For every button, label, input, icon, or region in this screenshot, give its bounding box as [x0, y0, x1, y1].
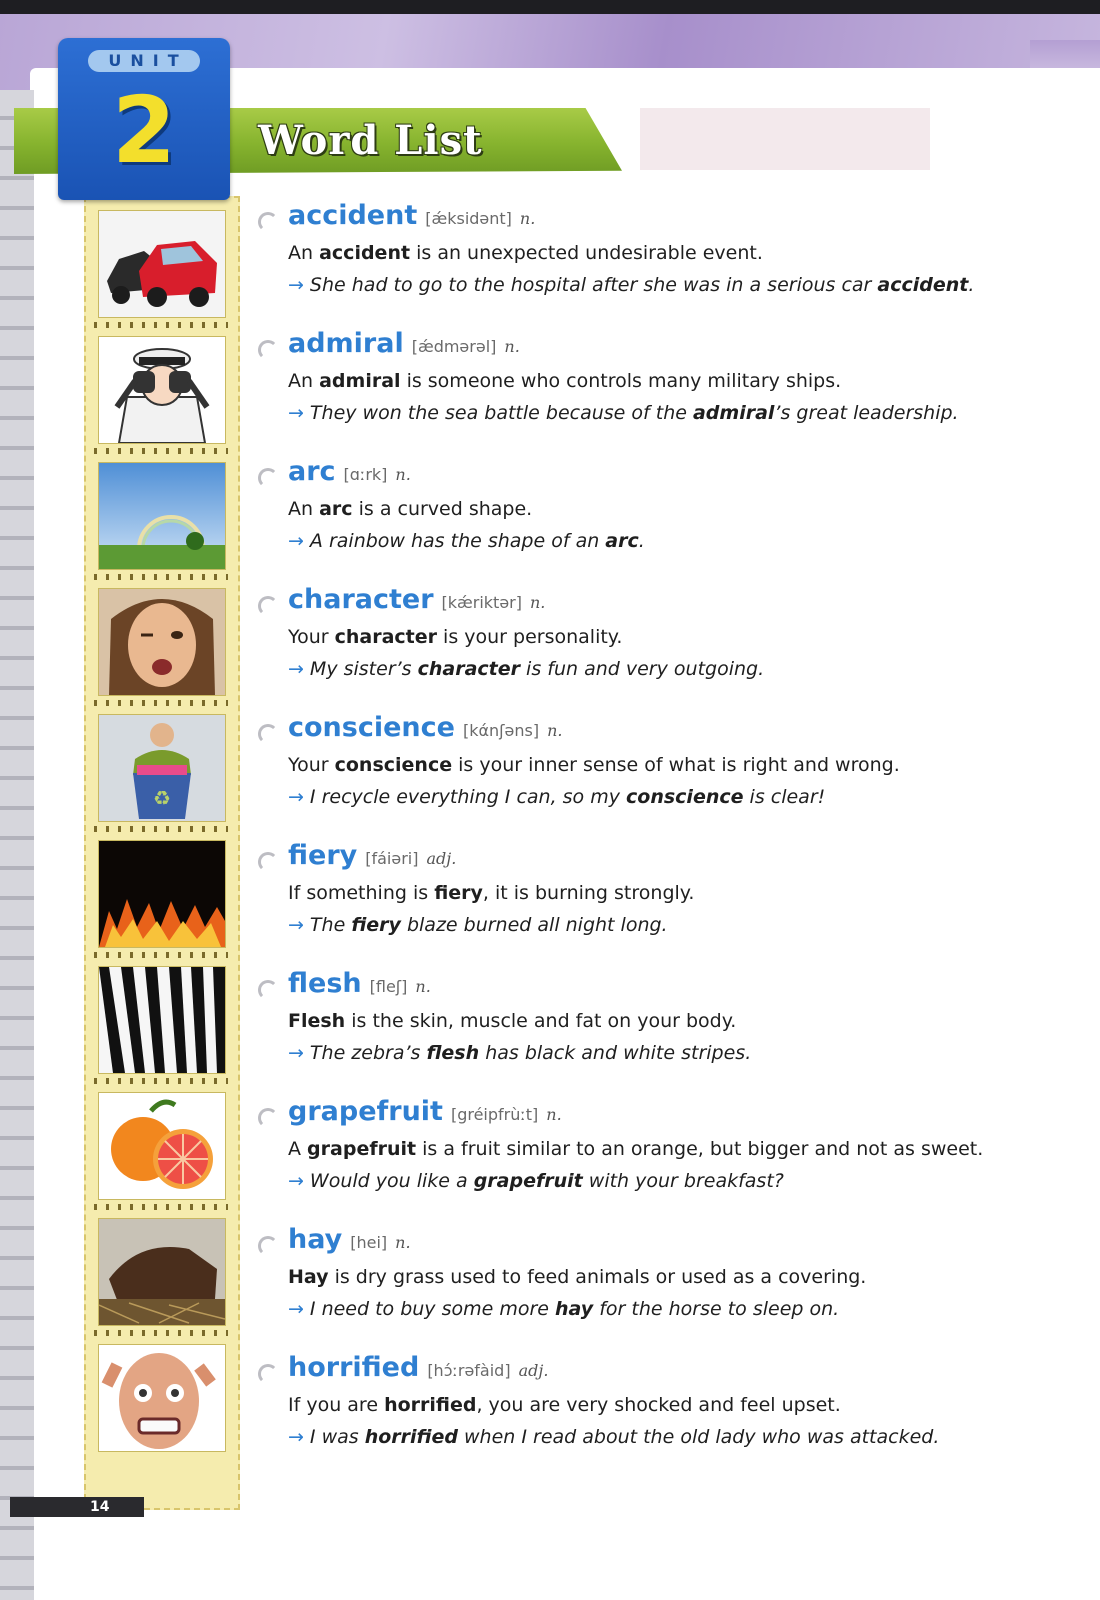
arrow-right-icon: → — [288, 530, 304, 552]
phonetic: [fáiəri] — [365, 849, 419, 868]
spiral-binding — [0, 90, 34, 1600]
definition: Hay is dry grass used to feed animals or used as a covering. — [288, 1266, 867, 1288]
definition: A grapefruit is a fruit similar to an orange, but bigger and not as sweet. — [288, 1138, 984, 1160]
example-sentence: → I recycle everything I can, so my conscience is clear! — [288, 786, 826, 808]
bullet-arc-icon — [258, 852, 278, 872]
zebra-stripes-photo — [98, 966, 226, 1074]
definition: Your conscience is your inner sense of what is right and wrong. — [288, 754, 900, 776]
strip-perforation — [94, 952, 228, 958]
part-of-speech: n. — [546, 1105, 562, 1124]
headword: arc — [288, 456, 336, 487]
part-of-speech: n. — [504, 337, 520, 356]
example-sentence: → She had to go to the hospital after she was in a serious car accident. — [288, 274, 975, 296]
entry-headline — [288, 456, 411, 487]
example-sentence: → They won the sea battle because of the admiral’s great leadership. — [288, 402, 959, 424]
horse-hay-photo — [98, 1218, 226, 1326]
crashed-car-photo — [98, 210, 226, 318]
bullet-arc-icon — [258, 596, 278, 616]
page-number-bar — [10, 1497, 144, 1517]
unit-badge — [58, 38, 230, 200]
recycling-bin-photo — [98, 714, 226, 822]
bullet-arc-icon — [258, 1236, 278, 1256]
phonetic: [ǽksidənt] — [425, 209, 512, 228]
part-of-speech: n. — [529, 593, 546, 612]
phonetic: [gréipfrùːt] — [450, 1105, 539, 1124]
part-of-speech: n. — [395, 1233, 411, 1252]
unit-label: UNIT — [88, 50, 200, 72]
horrified-man-photo — [98, 1344, 226, 1452]
entry-headline — [288, 968, 431, 999]
strip-perforation — [94, 1078, 228, 1084]
headword: flesh — [288, 968, 362, 999]
rainbow-landscape-photo — [98, 462, 226, 570]
strip-perforation — [94, 574, 228, 580]
svg-text:♻: ♻ — [153, 786, 171, 810]
top-edge — [0, 0, 1100, 14]
bullet-arc-icon — [258, 724, 278, 744]
definition: If you are horrified, you are very shocked and feel upset. — [288, 1394, 841, 1416]
bullet-arc-icon — [258, 340, 278, 360]
bullet-arc-icon — [258, 1364, 278, 1384]
phonetic: [kάnʃəns] — [462, 721, 540, 740]
grapefruit-photo — [98, 1092, 226, 1200]
arrow-right-icon: → — [288, 1298, 304, 1320]
arrow-right-icon: → — [288, 1426, 304, 1448]
definition: If something is fiery, it is burning strongly. — [288, 882, 695, 904]
arrow-right-icon: → — [288, 786, 304, 808]
definition: Flesh is the skin, muscle and fat on your body. — [288, 1010, 737, 1032]
headword: grapefruit — [288, 1096, 443, 1127]
phonetic: [fleʃ] — [369, 977, 408, 996]
arrow-right-icon: → — [288, 1042, 304, 1064]
headword: hay — [288, 1224, 343, 1255]
admiral-binoculars-illustration — [98, 336, 226, 444]
entry-headline — [288, 712, 563, 743]
page-number: 14 — [90, 1499, 110, 1515]
strip-perforation — [94, 448, 228, 454]
strip-perforation — [94, 700, 228, 706]
strip-perforation — [94, 1330, 228, 1336]
picture-film-strip — [84, 196, 240, 1510]
example-sentence: → Would you like a grapefruit with your breakfast? — [288, 1170, 784, 1192]
phonetic: [kǽriktər] — [441, 593, 522, 612]
bullet-arc-icon — [258, 980, 278, 1000]
strip-perforation — [94, 322, 228, 328]
headword: accident — [288, 200, 418, 231]
headword: admiral — [288, 328, 404, 359]
unit-number: 2 — [111, 77, 176, 184]
bullet-arc-icon — [258, 468, 278, 488]
entry-headline — [288, 1352, 548, 1383]
part-of-speech: adj. — [518, 1361, 549, 1380]
phonetic: [hei] — [350, 1233, 388, 1252]
definition: An accident is an unexpected undesirable event. — [288, 242, 763, 264]
arrow-right-icon: → — [288, 658, 304, 680]
bullet-arc-icon — [258, 1108, 278, 1128]
example-sentence: → My sister’s character is fun and very outgoing. — [288, 658, 765, 680]
example-sentence: → The zebra’s flesh has black and white stripes. — [288, 1042, 752, 1064]
arrow-right-icon: → — [288, 274, 304, 296]
winking-woman-photo — [98, 588, 226, 696]
part-of-speech: n. — [395, 465, 411, 484]
bleed-through-tab — [640, 108, 930, 170]
fire-flames-photo — [98, 840, 226, 948]
entry-headline — [288, 1096, 562, 1127]
example-sentence: → I need to buy some more hay for the horse to sleep on. — [288, 1298, 840, 1320]
arrow-right-icon: → — [288, 402, 304, 424]
definition: An arc is a curved shape. — [288, 498, 533, 520]
example-sentence: → I was horrified when I read about the old lady who was attacked. — [288, 1426, 940, 1448]
phonetic: [ǽdmərəl] — [411, 337, 497, 356]
headword: horrified — [288, 1352, 420, 1383]
phonetic: [hɔ́ːrəfàid] — [427, 1361, 511, 1380]
strip-perforation — [94, 1204, 228, 1210]
definition: Your character is your personality. — [288, 626, 623, 648]
headword: conscience — [288, 712, 455, 743]
headword: fiery — [288, 840, 358, 871]
bullet-arc-icon — [258, 212, 278, 232]
arrow-right-icon: → — [288, 1170, 304, 1192]
entry-headline — [288, 200, 535, 231]
example-sentence: → The fiery blaze burned all night long. — [288, 914, 668, 936]
headword: character — [288, 584, 434, 615]
part-of-speech: n. — [547, 721, 563, 740]
strip-perforation — [94, 826, 228, 832]
example-sentence: → A rainbow has the shape of an arc. — [288, 530, 645, 552]
entry-headline — [288, 328, 520, 359]
entry-headline — [288, 584, 545, 615]
part-of-speech: adj. — [426, 849, 457, 868]
page-title: Word List — [258, 117, 483, 164]
entry-headline — [288, 840, 456, 871]
entry-headline — [288, 1224, 411, 1255]
phonetic: [ɑːrk] — [343, 465, 388, 484]
part-of-speech: n. — [519, 209, 536, 228]
arrow-right-icon: → — [288, 914, 304, 936]
part-of-speech: n. — [415, 977, 431, 996]
definition: An admiral is someone who controls many military ships. — [288, 370, 842, 392]
